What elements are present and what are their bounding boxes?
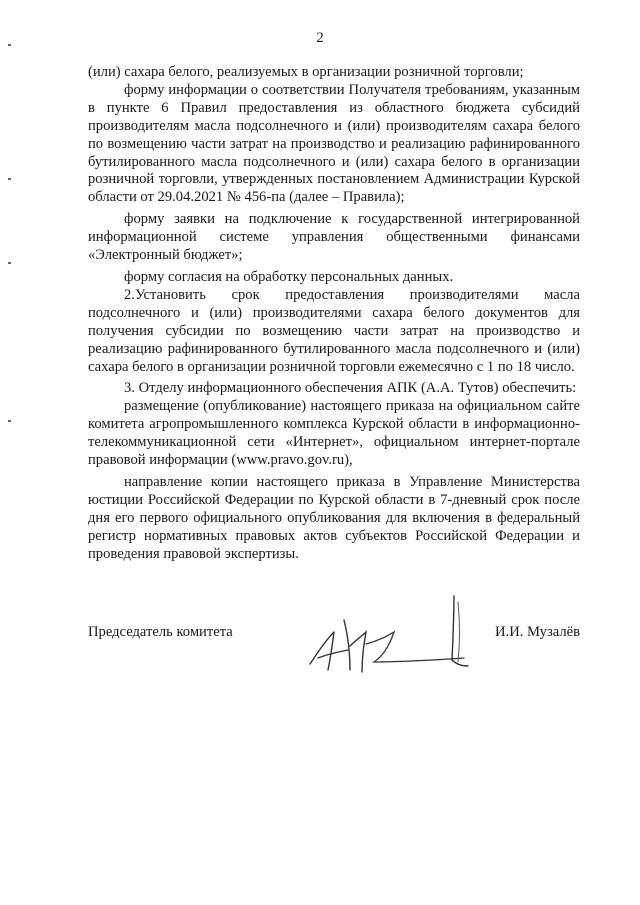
paragraph: 2.Установить срок предоставления производителями масла подсолнечного и (или) производителями сахара белого документов для получения субсидии по возмещению части затрат на производство и реализацию рафинированного бутилированного масла подсолнечного и (или) сахара белого в организации розничной торговли ежемесячно с 1 по 18 число. — [88, 286, 580, 375]
signature-block — [88, 620, 580, 680]
paragraph: (или) сахара белого, реализуемых в организации розничной торговли; — [88, 64, 524, 80]
paragraph: размещение (опубликование) настоящего приказа на официальном сайте комитета агропромышленного комплекса Курской области в информационно-телекоммуникационной сети «Интернет», официальном интернет-портале правовой информации (www.pravo.gov.ru), — [88, 398, 580, 469]
paragraph: форму информации о соответствии Получателя требованиям, указанным в пункте 6 Правил предоставления из областного бюджета субсидий производителям масла подсолнечного и (или) производителям сахара белого по возмещению части затрат на производство и реализацию рафинированного бутилированного масла подсолнечного и (или) сахара белого в организации розничной торговли, утвержденных постановлением Администрации Курской области от 29.04.2021 № 456-па (далее – Правила); — [88, 81, 580, 206]
signatory-name: И.И. Музалёв — [495, 624, 580, 640]
paragraph: форму согласия на обработку персональных данных. — [124, 268, 454, 285]
paragraph: форму заявки на подключение к государственной интегрированной информационной системе управления общественными финансами «Электронный бюджет»; — [88, 211, 580, 264]
paragraph: направление копии настоящего приказа в Управление Министерства юстиции Российской Федерации по Курской области в 7-дневный срок после дня его первого официального опубликования для включения в федеральный регистр нормативных правовых актов субъектов Российской Федерации и проведения правовой экспертизы. — [88, 473, 580, 562]
page-number: 2 — [316, 30, 324, 46]
handwritten-signature — [304, 592, 484, 682]
document-body — [88, 64, 580, 563]
signatory-title: Председатель комитета — [88, 624, 233, 640]
margin-marks — [8, 0, 14, 905]
paragraph: 3. Отделу информационного обеспечения АПК (А.А. Тутов) обеспечить: — [124, 380, 577, 397]
